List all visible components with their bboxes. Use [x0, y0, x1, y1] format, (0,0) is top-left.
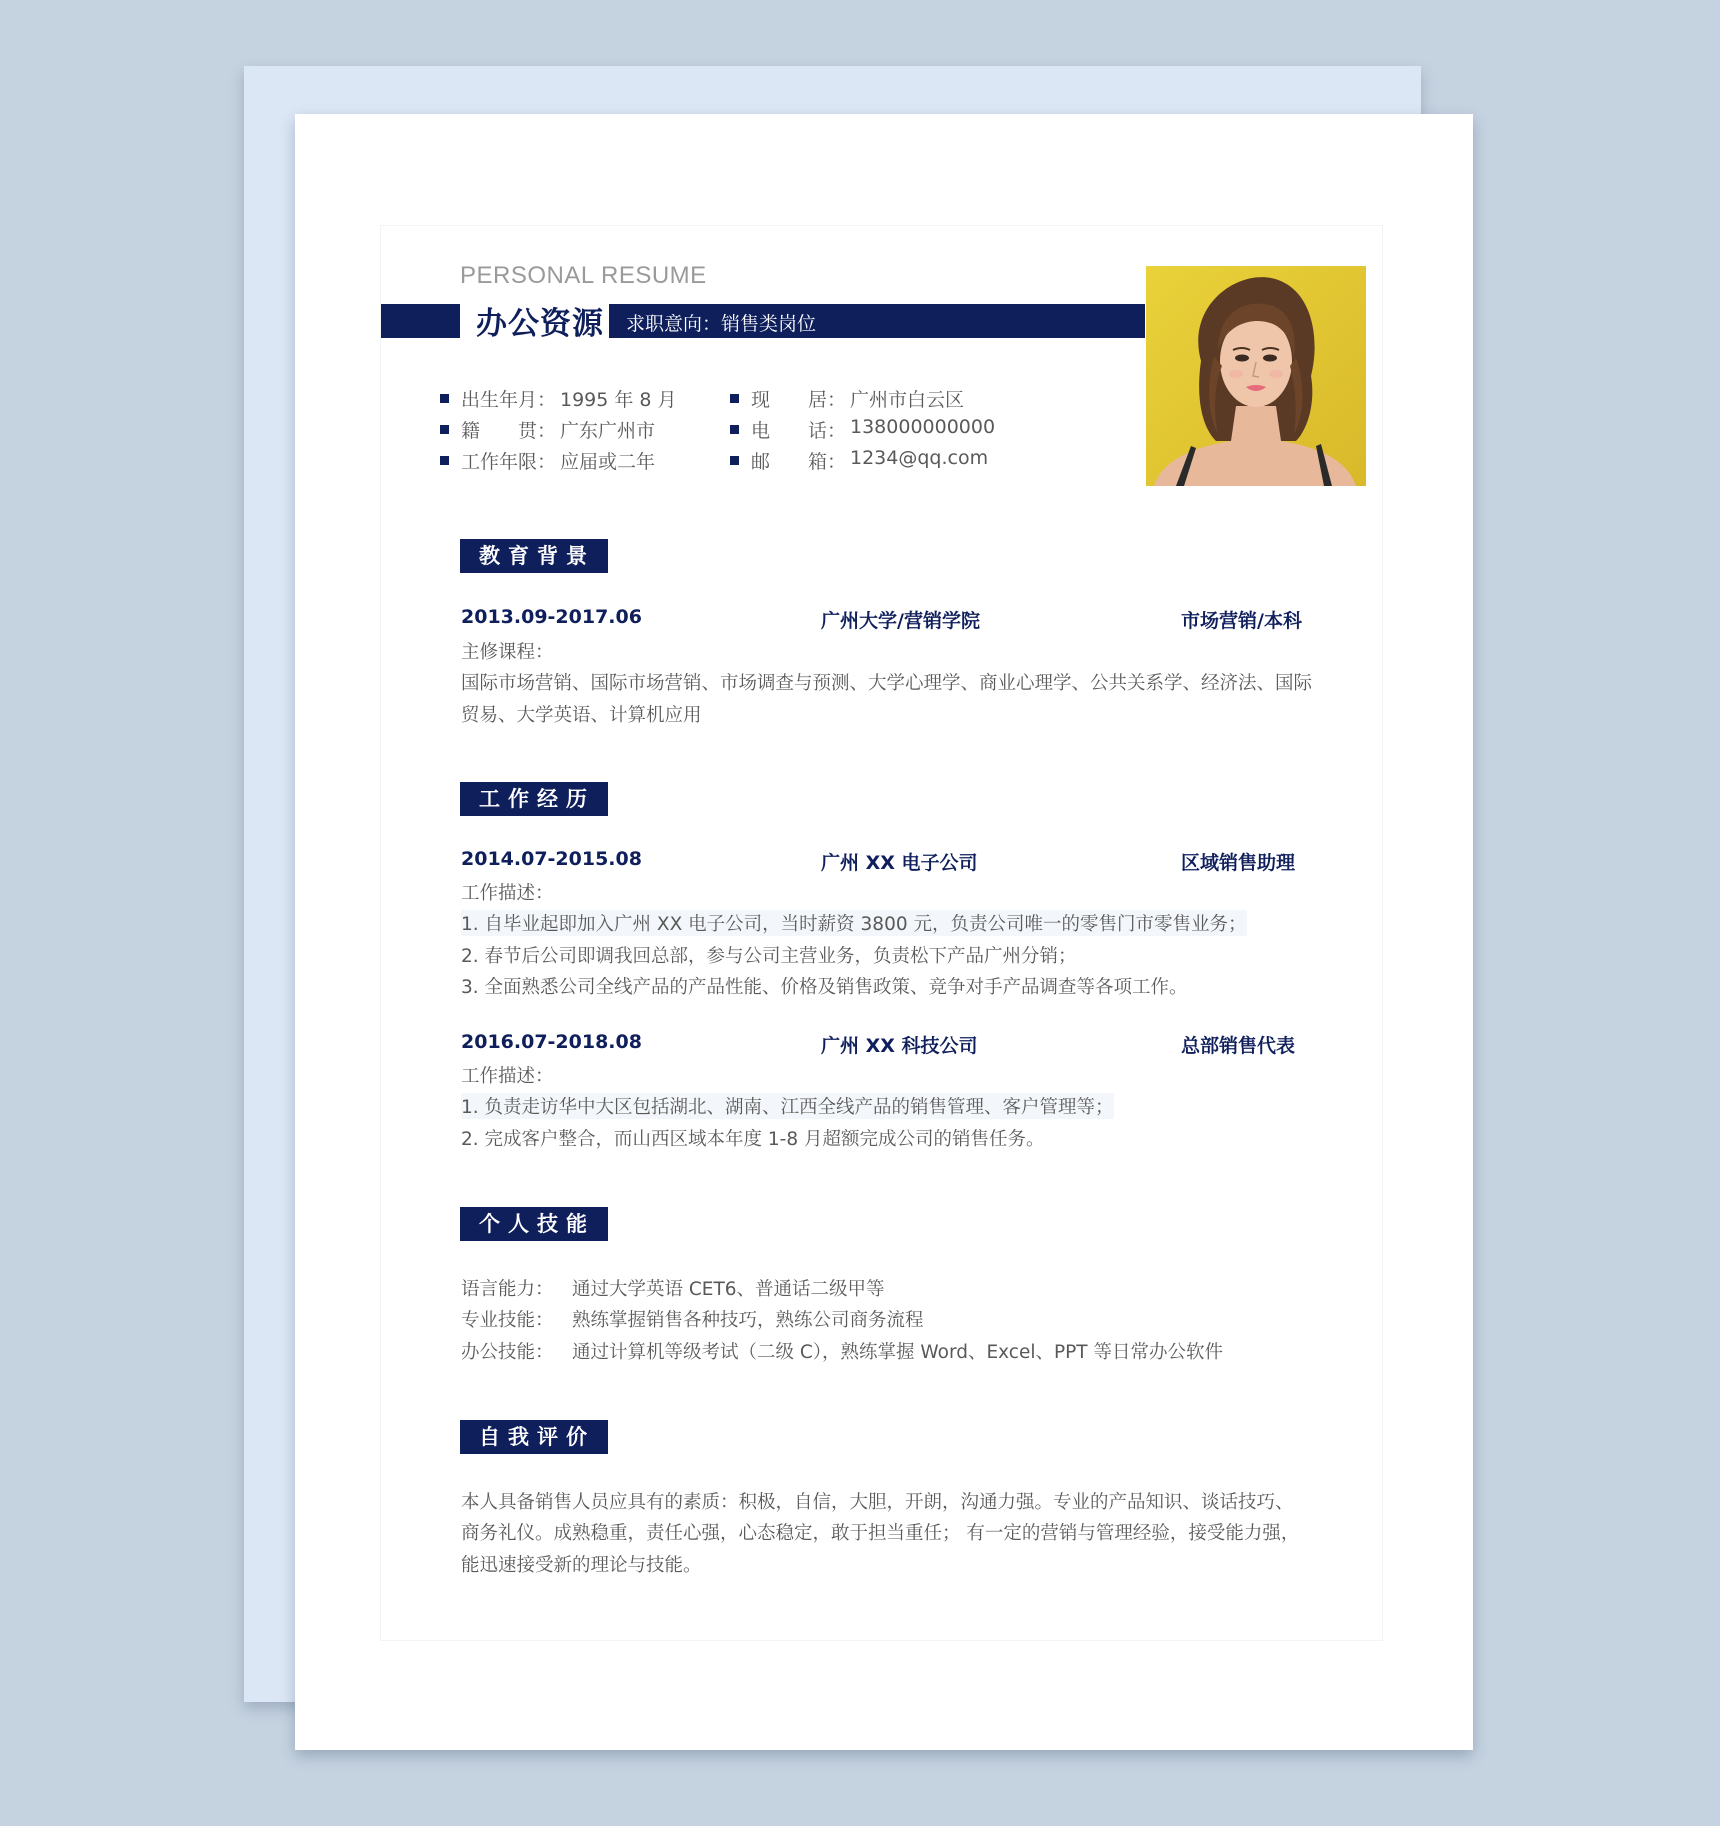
- info-birth-value: 1995 年 8 月: [560, 389, 677, 411]
- job-target: 求职意向：销售类岗位: [626, 313, 817, 335]
- job-desc-item: 2. 春节后公司即调我回总部，参与公司主营业务，负责松下产品广州分销；: [461, 946, 1077, 967]
- self-eval-line: 能迅速接受新的理论与技能。: [461, 1555, 702, 1576]
- info-phone-value: 138000000000: [850, 416, 996, 438]
- edu-courses-line: 贸易、大学英语、计算机应用: [461, 705, 702, 726]
- self-eval-line: 商务礼仪。成熟稳重，责任心强，心态稳定，敢于担当重任； 有一定的营销与管理经验，接受能力强，: [461, 1523, 1300, 1544]
- self-eval-line: 本人具备销售人员应具有的素质：积极，自信，大胆，开朗，沟通力强。专业的产品知识、谈话技巧、: [461, 1492, 1294, 1513]
- edu-degree: 市场营销/本科: [1181, 610, 1302, 632]
- bullet-square-icon: [730, 425, 739, 434]
- skill-value: 通过计算机等级考试（二级 C），熟练掌握 Word、Excel、PPT 等日常办公软件: [572, 1342, 1223, 1363]
- job-company: 广州 XX 电子公司: [821, 852, 978, 874]
- skill-label: 办公技能：: [461, 1342, 554, 1363]
- skill-value: 通过大学英语 CET6、普通话二级甲等: [572, 1279, 885, 1300]
- job-position: 区域销售助理: [1181, 852, 1296, 874]
- job-period: 2016.07-2018.08: [461, 1031, 642, 1053]
- job-period: 2014.07-2015.08: [461, 848, 642, 870]
- info-birth: [440, 385, 677, 412]
- resume-page: [295, 114, 1473, 1750]
- info-email-value: 1234@qq.com: [850, 447, 989, 469]
- info-phone: [730, 416, 996, 443]
- info-phone-label: 电 话：: [751, 420, 847, 442]
- info-birth-label: 出生年月：: [461, 389, 557, 411]
- name-bar-left: [381, 304, 460, 338]
- info-residence-label: 现 居：: [751, 389, 847, 411]
- skill-label: 专业技能：: [461, 1310, 554, 1331]
- info-years-label: 工作年限：: [461, 451, 557, 473]
- info-origin: [440, 416, 656, 443]
- skill-value: 熟练掌握销售各种技巧，熟练公司商务流程: [572, 1310, 924, 1331]
- edu-courses-line: 国际市场营销、国际市场营销、市场调查与预测、大学心理学、商业心理学、公共关系学、经济法、国际: [461, 673, 1313, 694]
- job-position: 总部销售代表: [1181, 1035, 1296, 1057]
- job-desc-label: 工作描述：: [461, 1066, 554, 1087]
- resume-subtitle: PERSONAL RESUME: [460, 262, 707, 289]
- skill-label: 语言能力：: [461, 1279, 554, 1300]
- job-desc-item: 3. 全面熟悉公司全线产品的产品性能、价格及销售政策、竞争对手产品调查等各项工作。: [461, 977, 1188, 998]
- portrait-illustration: [1146, 266, 1366, 486]
- info-residence-value: 广州市白云区: [850, 389, 965, 411]
- section-self-eval-title: 自我评价: [460, 1420, 608, 1454]
- info-email: [730, 447, 989, 474]
- job-desc-item: 1. 负责走访华中大区包括湖北、湖南、江西全线产品的销售管理、客户管理等；: [461, 1093, 1114, 1119]
- info-origin-value: 广东广州市: [560, 420, 656, 442]
- section-work-title: 工作经历: [460, 782, 608, 816]
- bullet-square-icon: [730, 394, 739, 403]
- edu-period: 2013.09-2017.06: [461, 606, 642, 628]
- bullet-square-icon: [440, 394, 449, 403]
- info-years: [440, 447, 656, 474]
- job-desc-item: 1. 自毕业起即加入广州 XX 电子公司，当时薪资 3800 元，负责公司唯一的零售门市零售业务；: [461, 910, 1247, 936]
- job-desc-item: 2. 完成客户整合，而山西区域本年度 1-8 月超额完成公司的销售任务。: [461, 1129, 1045, 1150]
- edu-school: 广州大学/营销学院: [821, 610, 980, 632]
- info-email-label: 邮 箱：: [751, 451, 847, 473]
- profile-photo: [1146, 266, 1366, 486]
- candidate-name: 办公资源: [476, 306, 604, 342]
- job-company: 广州 XX 科技公司: [821, 1035, 978, 1057]
- edu-courses-label: 主修课程：: [461, 642, 554, 663]
- bullet-square-icon: [440, 456, 449, 465]
- section-education-title: 教育背景: [460, 539, 608, 573]
- bullet-square-icon: [730, 456, 739, 465]
- info-origin-label: 籍 贯：: [461, 420, 557, 442]
- job-desc-label: 工作描述：: [461, 883, 554, 904]
- info-years-value: 应届或二年: [560, 451, 656, 473]
- section-skills-title: 个人技能: [460, 1207, 608, 1241]
- bullet-square-icon: [440, 425, 449, 434]
- info-residence: [730, 385, 965, 412]
